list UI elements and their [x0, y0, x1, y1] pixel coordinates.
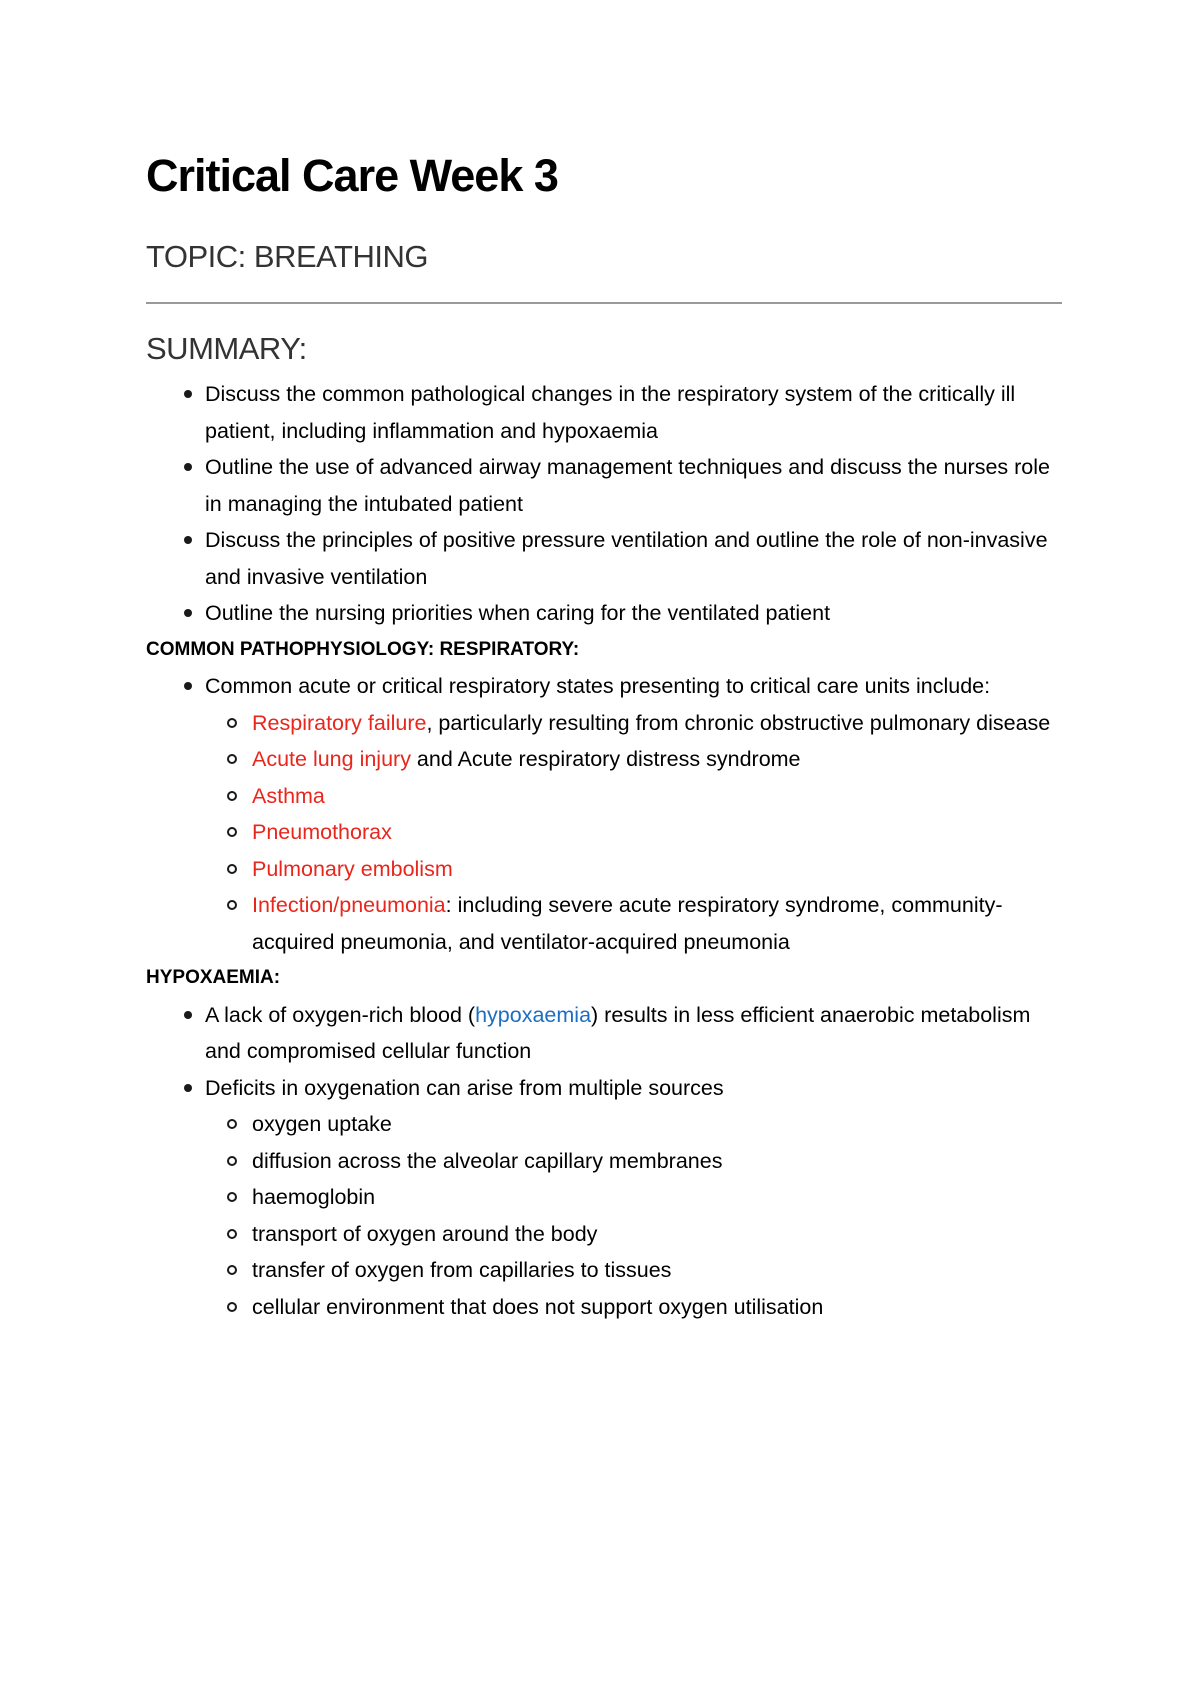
- hypoxaemia-link[interactable]: hypoxaemia: [475, 1002, 592, 1027]
- hollow-bullet-icon: [227, 864, 237, 874]
- bullet-icon: [184, 536, 192, 544]
- source-text: transport of oxygen around the body: [252, 1221, 598, 1246]
- condition-item: [146, 705, 1062, 742]
- summary-list: [146, 376, 1062, 632]
- sources-list: [205, 1106, 1062, 1325]
- pathophysiology-list: [146, 668, 1062, 960]
- hollow-bullet-icon: [227, 1156, 237, 1166]
- hollow-bullet-icon: [227, 1265, 237, 1275]
- source-text: haemoglobin: [252, 1185, 376, 1209]
- condition-item: [146, 741, 1062, 778]
- summary-item: [146, 522, 1062, 595]
- hypoxaemia-heading: HYPOXAEMIA:: [146, 967, 281, 988]
- bullet-icon: [184, 390, 192, 398]
- condition-term: Asthma: [252, 783, 325, 808]
- hollow-bullet-icon: [227, 718, 237, 728]
- hollow-bullet-icon: [227, 1229, 237, 1239]
- condition-term: Acute lung injury: [252, 747, 411, 771]
- hypoxaemia-list: [146, 997, 1062, 1326]
- conditions-list: [205, 705, 1062, 961]
- source-text: oxygen uptake: [252, 1112, 392, 1136]
- summary-item: [146, 376, 1062, 449]
- hypoxaemia-item: [146, 1070, 1062, 1326]
- topic-heading: TOPIC: BREATHING: [146, 239, 428, 274]
- condition-detail: , particularly resulting from chronic obstructive pulmonary disease: [426, 710, 1051, 735]
- hypoxaemia-text-after: ) results in less efficient anaerobic metabolism and compromised cellular function: [205, 1002, 1031, 1063]
- page-title: Critical Care Week 3: [146, 150, 558, 201]
- condition-item: [146, 778, 1062, 815]
- hypoxaemia-item: [146, 997, 1062, 1070]
- condition-detail: : including severe acute respiratory syndrome, community-acquired pneumonia, and ventilator-acquired pneumonia: [252, 893, 1003, 954]
- source-item: [146, 1252, 1062, 1289]
- condition-item: [146, 851, 1062, 888]
- hollow-bullet-icon: [227, 1192, 237, 1202]
- divider: [146, 302, 1062, 304]
- source-text: cellular environment that does not support oxygen utilisation: [252, 1294, 824, 1319]
- summary-item-text: Discuss the common pathological changes in the respiratory system of the critically ill patient, including inflammation and hypoxaemia: [205, 382, 1016, 443]
- hollow-bullet-icon: [227, 754, 237, 764]
- hollow-bullet-icon: [227, 827, 237, 837]
- bullet-icon: [184, 1011, 192, 1019]
- condition-detail: and Acute respiratory distress syndrome: [410, 747, 801, 771]
- summary-item: [146, 449, 1062, 522]
- hollow-bullet-icon: [227, 1119, 237, 1129]
- source-item: [146, 1179, 1062, 1216]
- pathophysiology-intro: Common acute or critical respiratory states presenting to critical care units include:: [205, 674, 991, 698]
- source-item: [146, 1143, 1062, 1180]
- condition-item: [146, 814, 1062, 851]
- source-item: [146, 1289, 1062, 1326]
- bullet-icon: [184, 1084, 192, 1092]
- bullet-icon: [184, 682, 192, 690]
- pathophysiology-item: [146, 668, 1062, 960]
- hollow-bullet-icon: [227, 1302, 237, 1312]
- summary-item-text: Outline the use of advanced airway management techniques and discuss the nurses role in managing the intubated patient: [205, 455, 1050, 516]
- source-item: [146, 1216, 1062, 1253]
- hollow-bullet-icon: [227, 900, 237, 910]
- bullet-icon: [184, 609, 192, 617]
- source-item: [146, 1106, 1062, 1143]
- condition-term: Respiratory failure: [252, 710, 427, 735]
- condition-term: Pneumothorax: [252, 820, 392, 844]
- condition-term: Pulmonary embolism: [252, 856, 453, 881]
- source-text: diffusion across the alveolar capillary membranes: [252, 1148, 723, 1173]
- pathophysiology-heading: COMMON PATHOPHYSIOLOGY: RESPIRATORY:: [146, 638, 580, 660]
- condition-item: [146, 887, 1062, 960]
- summary-item: [146, 595, 1062, 632]
- summary-item-text: Outline the nursing priorities when caring for the ventilated patient: [205, 601, 831, 625]
- condition-term: Infection/pneumonia: [252, 893, 446, 917]
- document-body: [146, 330, 1062, 1325]
- bullet-icon: [184, 463, 192, 471]
- summary-item-text: Discuss the principles of positive pressure ventilation and outline the role of non-invasive and invasive ventilation: [205, 528, 1048, 589]
- oxygenation-deficits-text: Deficits in oxygenation can arise from multiple sources: [205, 1075, 724, 1100]
- hollow-bullet-icon: [227, 791, 237, 801]
- hypoxaemia-text-before: A lack of oxygen-rich blood (: [205, 1002, 476, 1027]
- summary-heading: SUMMARY:: [146, 331, 307, 366]
- source-text: transfer of oxygen from capillaries to tissues: [252, 1258, 672, 1282]
